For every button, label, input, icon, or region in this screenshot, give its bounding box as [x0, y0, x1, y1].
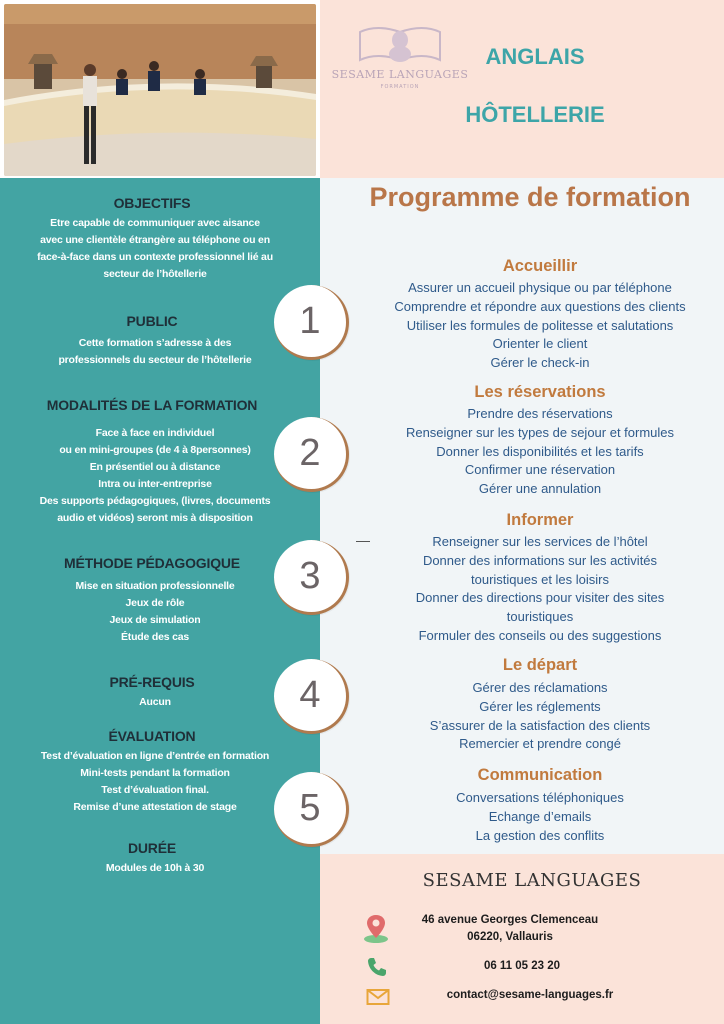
logo-subtext: FORMATION — [380, 84, 420, 90]
email-icon — [366, 988, 390, 1006]
list-item: Renseigner sur les services de l’hôtel — [432, 534, 648, 549]
list-item: S’assurer de la satisfaction des clients — [429, 717, 651, 733]
modalites-text: Face à face en individuel ou en mini-groupes (de 4 à 8personnes) En présentiel ou à distance Intra ou inter-entreprise Des supports pédagogiques, (livres, documents audio et vidéos) seront mis à disposition — [39, 427, 271, 524]
list-item: Assurer un accueil physique ou par téléphone — [408, 280, 672, 295]
step-number-5: 5 — [274, 772, 349, 847]
step-number-2: 2 — [274, 417, 349, 492]
address-line-1: 46 avenue Georges Clemenceau — [421, 914, 599, 926]
section-items-communication — [338, 789, 724, 845]
objectifs-heading: OBJECTIFS — [113, 195, 191, 211]
title-hotellerie: HÔTELLERIE — [465, 102, 605, 127]
location-pin-icon — [361, 912, 391, 942]
section-items-reservations — [338, 405, 724, 499]
section-heading-communication: Communication — [477, 766, 603, 784]
duree-heading: DURÉE — [127, 840, 176, 856]
list-item: Confirmer une réservation — [464, 462, 616, 478]
list-item: Renseigner sur les types de sejour et formules — [405, 424, 675, 440]
list-item: Donner des informations sur les activités — [422, 552, 658, 568]
hotel-reception-photo — [4, 4, 316, 176]
list-item: Echange d’emails — [488, 808, 592, 824]
step-number-3: 3 — [274, 540, 349, 615]
section-heading-reservations: Les réservations — [474, 383, 606, 401]
list-item: Donner des directions pour visiter des sites — [415, 590, 665, 606]
section-items-accueillir — [338, 279, 724, 373]
modalites-heading: MODALITÉS DE LA FORMATION — [46, 397, 258, 413]
list-item: La gestion des conflits — [475, 827, 605, 843]
methode-text: Mise en situation professionnelle Jeux de rôle Jeux de simulation Étude des cas — [75, 580, 235, 643]
step-number-1: 1 — [274, 285, 349, 360]
list-item: touristiques — [506, 609, 574, 625]
section-items-depart — [338, 679, 724, 754]
section-heading-depart: Le départ — [502, 656, 578, 674]
prerequis-text: Aucun — [139, 696, 171, 708]
list-item: touristiques et les loisirs — [471, 571, 609, 587]
public-text: Cette formation s’adresse à des professionnels du secteur de l’hôtellerie — [58, 337, 252, 366]
list-item: Comprendre et répondre aux questions des clients — [394, 298, 686, 314]
evaluation-text: Test d’évaluation en ligne d’entrée en formation Mini-tests pendant la formation Test d’évaluation final. Remise d’une attestation de stage — [40, 750, 270, 813]
phone-number[interactable]: 06 11 05 23 20 — [483, 960, 561, 972]
programme-title: Programme de formation — [369, 182, 691, 212]
list-item: Gérer les réglements — [479, 698, 601, 714]
company-logo — [330, 20, 470, 96]
list-item: Donner les disponibilités et les tarifs — [436, 443, 644, 459]
list-item: Orienter le client — [492, 336, 588, 352]
list-item: Gérer le check-in — [490, 355, 590, 371]
footer-company-name: SESAME LANGUAGES — [422, 870, 642, 891]
section-heading-informer: Informer — [506, 511, 574, 529]
list-item: Conversations téléphoniques — [456, 790, 624, 805]
email-address[interactable]: contact@sesame-languages.fr — [446, 989, 614, 1001]
list-item: Remercier et prendre congé — [459, 736, 621, 752]
prerequis-heading: PRÉ-REQUIS — [109, 674, 195, 690]
duree-text: Modules de 10h à 30 — [105, 862, 205, 874]
methode-heading: MÉTHODE PÉDAGOGIQUE — [64, 555, 240, 571]
list-item: Utiliser les formules de politesse et salutations — [406, 317, 674, 333]
public-heading: PUBLIC — [126, 313, 178, 329]
address-line-2: 06220, Vallauris — [467, 931, 553, 943]
section-heading-accueillir: Accueillir — [502, 257, 578, 275]
logo-text: SESAME LANGUAGES — [331, 68, 469, 81]
list-item: Gérer des réclamations — [472, 680, 608, 695]
section-items-informer — [338, 533, 724, 646]
objectifs-text: Etre capable de communiquer avec aisance avec une clientèle étrangère au téléphone ou en face-à-face dans un contexte professionnel lié au secteur de l’hôtellerie — [37, 217, 273, 280]
list-item: Formuler des conseils ou des suggestions — [418, 627, 662, 643]
list-item: Gérer une annulation — [478, 481, 602, 497]
title-anglais: ANGLAIS — [485, 44, 585, 69]
phone-icon — [366, 956, 388, 978]
evaluation-heading: ÉVALUATION — [108, 728, 196, 744]
list-item: Prendre des réservations — [467, 406, 613, 421]
step-number-4: 4 — [274, 659, 349, 734]
